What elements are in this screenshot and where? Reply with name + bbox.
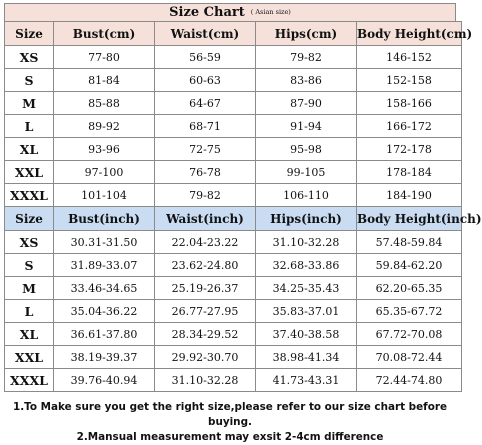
waist-cell: 31.10-32.28 <box>155 369 256 392</box>
size-notes <box>4 400 456 445</box>
hips-cell: 35.83-37.01 <box>256 300 357 323</box>
waist-cell: 23.62-24.80 <box>155 254 256 277</box>
waist-cell: 64-67 <box>155 92 256 115</box>
hips-cell: 83-86 <box>256 69 357 92</box>
inch-header-waist: Waist(inch) <box>155 207 256 231</box>
hips-cell: 32.68-33.86 <box>256 254 357 277</box>
inch-row-xxl <box>5 346 462 369</box>
size-table <box>4 21 482 392</box>
height-cell: 158-166 <box>357 92 462 115</box>
cm-row-xl <box>5 138 462 161</box>
hips-cell: 106-110 <box>256 184 357 207</box>
inch-row-xs <box>5 231 462 254</box>
height-cell: 178-184 <box>357 161 462 184</box>
hips-cell: 41.73-43.31 <box>256 369 357 392</box>
waist-cell: 72-75 <box>155 138 256 161</box>
height-cell: 65.35-67.72 <box>357 300 462 323</box>
waist-cell: 25.19-26.37 <box>155 277 256 300</box>
size-cell: XS <box>5 231 54 254</box>
height-cell: 146-152 <box>357 46 462 69</box>
cm-row-xxl <box>5 161 462 184</box>
inch-row-m <box>5 277 462 300</box>
size-cell: M <box>5 277 54 300</box>
height-cell: 59.84-62.20 <box>357 254 462 277</box>
size-cell: S <box>5 254 54 277</box>
size-cell: XXL <box>5 161 54 184</box>
size-cell: XL <box>5 138 54 161</box>
hips-cell: 38.98-41.34 <box>256 346 357 369</box>
bust-cell: 33.46-34.65 <box>54 277 155 300</box>
inch-header-hips: Hips(inch) <box>256 207 357 231</box>
bust-cell: 31.89-33.07 <box>54 254 155 277</box>
inch-header-bust: Bust(inch) <box>54 207 155 231</box>
cm-row-s <box>5 69 462 92</box>
size-cell: XL <box>5 323 54 346</box>
bust-cell: 30.31-31.50 <box>54 231 155 254</box>
size-cell: L <box>5 115 54 138</box>
cm-row-l <box>5 115 462 138</box>
waist-cell: 79-82 <box>155 184 256 207</box>
waist-cell: 60-63 <box>155 69 256 92</box>
bust-cell: 77-80 <box>54 46 155 69</box>
cm-header-hips: Hips(cm) <box>256 22 357 46</box>
hips-cell: 87-90 <box>256 92 357 115</box>
cm-row-m <box>5 92 462 115</box>
bust-cell: 38.19-39.37 <box>54 346 155 369</box>
hips-cell: 91-94 <box>256 115 357 138</box>
size-chart-title-note: ( Asian size) <box>250 8 291 16</box>
waist-cell: 56-59 <box>155 46 256 69</box>
note-line: 2.Mansual measurement may exsit 2-4cm difference <box>76 431 384 443</box>
inch-row-l <box>5 300 462 323</box>
bust-cell: 97-100 <box>54 161 155 184</box>
size-cell: XS <box>5 46 54 69</box>
height-cell: 67.72-70.08 <box>357 323 462 346</box>
size-cell: M <box>5 92 54 115</box>
bust-cell: 89-92 <box>54 115 155 138</box>
hips-cell: 31.10-32.28 <box>256 231 357 254</box>
bust-cell: 36.61-37.80 <box>54 323 155 346</box>
size-cell: XXL <box>5 346 54 369</box>
waist-cell: 28.34-29.52 <box>155 323 256 346</box>
cm-header-bust: Bust(cm) <box>54 22 155 46</box>
cm-row-xxxl <box>5 184 462 207</box>
hips-cell: 37.40-38.58 <box>256 323 357 346</box>
inch-header-size: Size <box>5 207 54 231</box>
size-chart-title-bar <box>4 3 456 21</box>
bust-cell: 101-104 <box>54 184 155 207</box>
size-chart <box>4 3 482 445</box>
height-cell: 72.44-74.80 <box>357 369 462 392</box>
hips-cell: 99-105 <box>256 161 357 184</box>
size-chart-title: Size Chart <box>169 5 245 20</box>
inch-row-xl <box>5 323 462 346</box>
hips-cell: 79-82 <box>256 46 357 69</box>
inch-row-xxxl <box>5 369 462 392</box>
cm-row-xs <box>5 46 462 69</box>
waist-cell: 26.77-27.95 <box>155 300 256 323</box>
size-cell: S <box>5 69 54 92</box>
height-cell: 57.48-59.84 <box>357 231 462 254</box>
inch-row-s <box>5 254 462 277</box>
hips-cell: 95-98 <box>256 138 357 161</box>
waist-cell: 76-78 <box>155 161 256 184</box>
inch-header-row <box>5 207 462 231</box>
bust-cell: 81-84 <box>54 69 155 92</box>
height-cell: 166-172 <box>357 115 462 138</box>
bust-cell: 85-88 <box>54 92 155 115</box>
inch-header-height: Body Height(inch) <box>357 207 462 231</box>
cm-header-height: Body Height(cm) <box>357 22 462 46</box>
size-cell: XXXL <box>5 184 54 207</box>
cm-header-row <box>5 22 462 46</box>
height-cell: 184-190 <box>357 184 462 207</box>
size-cell: XXXL <box>5 369 54 392</box>
note-line: 1.To Make sure you get the right size,please refer to our size chart before buying. <box>12 401 447 428</box>
waist-cell: 29.92-30.70 <box>155 346 256 369</box>
size-cell: L <box>5 300 54 323</box>
bust-cell: 93-96 <box>54 138 155 161</box>
height-cell: 152-158 <box>357 69 462 92</box>
hips-cell: 34.25-35.43 <box>256 277 357 300</box>
bust-cell: 35.04-36.22 <box>54 300 155 323</box>
waist-cell: 22.04-23.22 <box>155 231 256 254</box>
bust-cell: 39.76-40.94 <box>54 369 155 392</box>
height-cell: 172-178 <box>357 138 462 161</box>
waist-cell: 68-71 <box>155 115 256 138</box>
cm-header-size: Size <box>5 22 54 46</box>
height-cell: 70.08-72.44 <box>357 346 462 369</box>
cm-header-waist: Waist(cm) <box>155 22 256 46</box>
height-cell: 62.20-65.35 <box>357 277 462 300</box>
